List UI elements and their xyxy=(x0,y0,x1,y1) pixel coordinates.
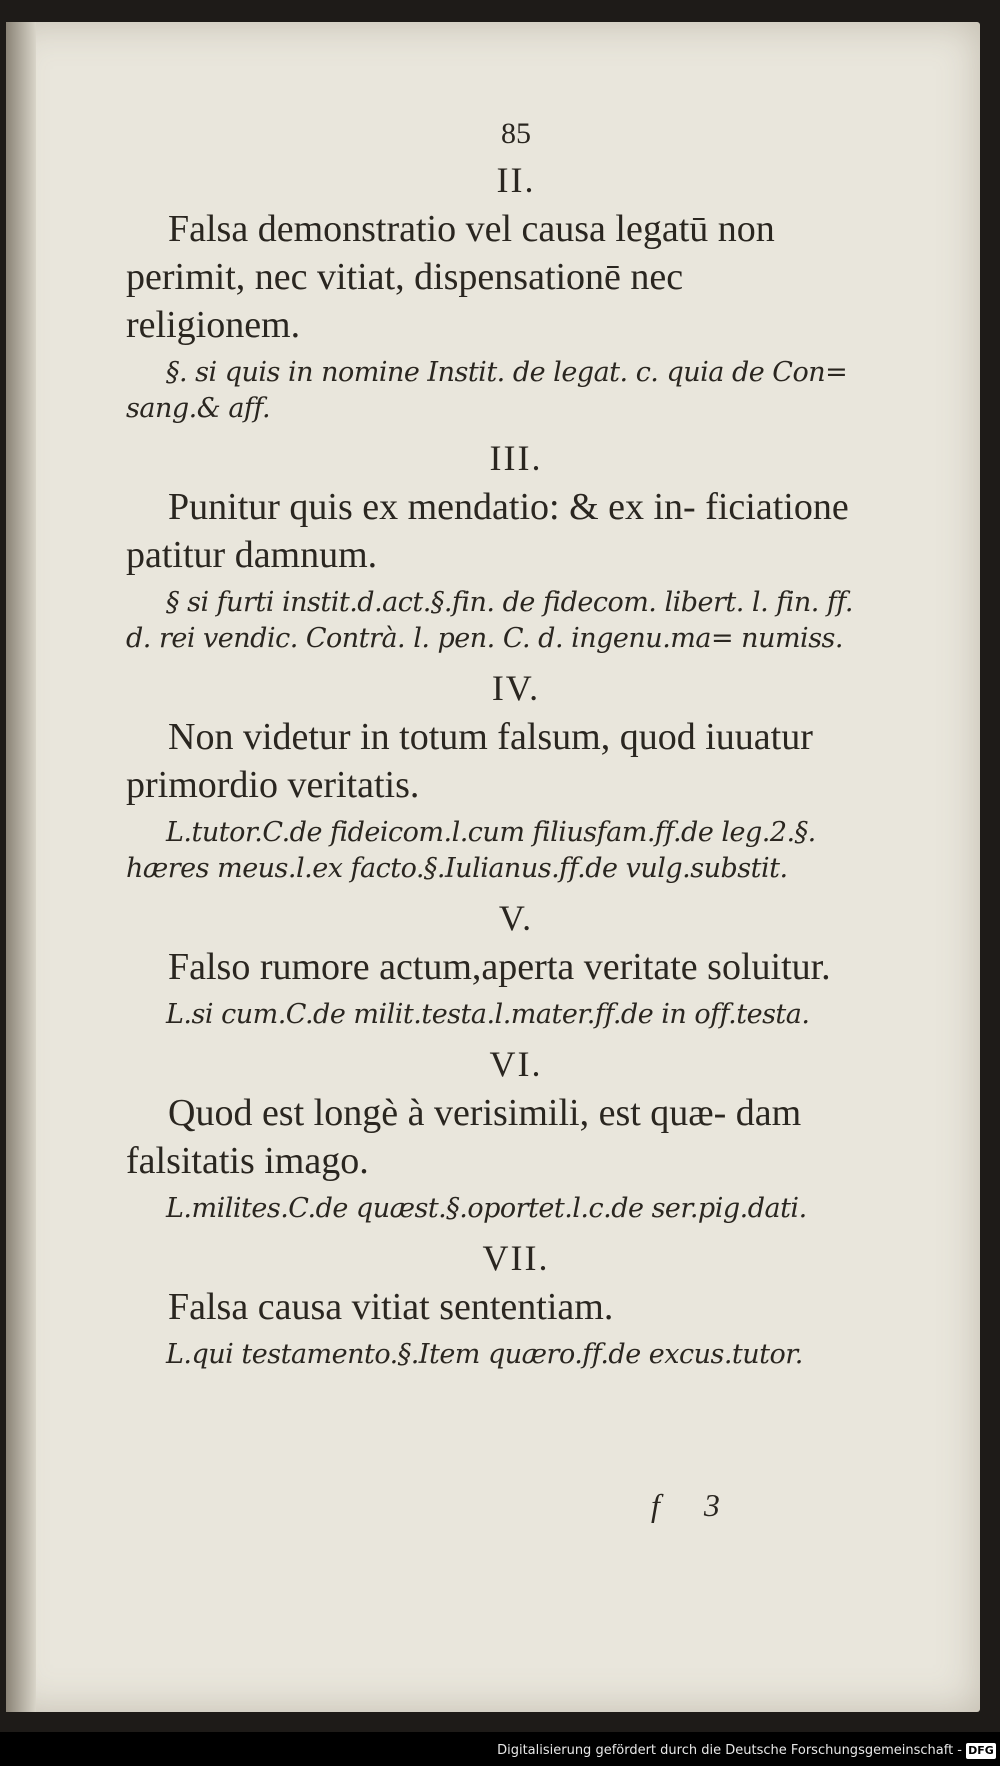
citation-text: L.si cum.C.de milit.testa.l.mater.ff.de in off.testa. xyxy=(166,999,810,1030)
dfg-logo-icon: DFG xyxy=(966,1743,996,1759)
section-iv xyxy=(126,667,866,887)
section-vi xyxy=(126,1043,866,1227)
citation-text: L.milites.C.de quæst.§.oportet.l.c.de ser.pig.dati. xyxy=(166,1193,807,1224)
section-v xyxy=(126,897,866,1033)
signature-mark: f 3 xyxy=(651,1487,738,1523)
citation-text: L.qui testamento.§.Item quæro.ff.de excus.tutor. xyxy=(166,1339,803,1370)
book-page xyxy=(6,22,980,1712)
section-numeral: IV. xyxy=(491,668,541,708)
maxim-text: Falsa causa vitiat sententiam. xyxy=(168,1286,614,1328)
section-numeral: V. xyxy=(498,898,534,938)
citation-text: L.tutor.C.de fideicom.l.cum filiusfam.ff.de leg.2.§. hæres meus.l.ex facto.§.Iulianus.ff.de vulg.substit. xyxy=(126,817,816,884)
citation-text: §. si quis in nomine Instit. de legat. c. quia de Con= sang.& aff. xyxy=(126,357,848,424)
section-ii xyxy=(126,159,866,427)
digitization-footer xyxy=(0,1732,1000,1766)
section-numeral: VI. xyxy=(489,1044,543,1084)
maxim-text: Falsa demonstratio vel causa legatū non perimit, nec vitiat, dispensationē nec religionem. xyxy=(126,208,775,346)
maxim-text: Punitur quis ex mendatio: & ex in- ficiatione patitur damnum. xyxy=(126,486,849,576)
page-content xyxy=(126,117,866,1383)
maxim-text: Falso rumore actum,aperta veritate soluitur. xyxy=(168,946,831,988)
footer-credit-text: Digitalisierung gefördert durch die Deutsche Forschungsgemeinschaft - xyxy=(497,1743,962,1758)
section-numeral: II. xyxy=(496,160,536,200)
citation-text: § si furti instit.d.act.§.fin. de fidecom. libert. l. fin. ff. d. rei vendic. Contrà. l. pen. C. d. ingenu.ma= numiss. xyxy=(126,587,854,654)
maxim-text: Non videtur in totum falsum, quod iuuatur primordio veritatis. xyxy=(126,716,813,806)
section-vii xyxy=(126,1237,866,1373)
page-number: 85 xyxy=(501,117,531,150)
maxim-text: Quod est longè à verisimili, est quæ- dam falsitatis imago. xyxy=(126,1092,802,1182)
section-numeral: VII. xyxy=(482,1238,550,1278)
section-iii xyxy=(126,437,866,657)
section-numeral: III. xyxy=(489,438,543,478)
page-gutter xyxy=(6,22,36,1712)
